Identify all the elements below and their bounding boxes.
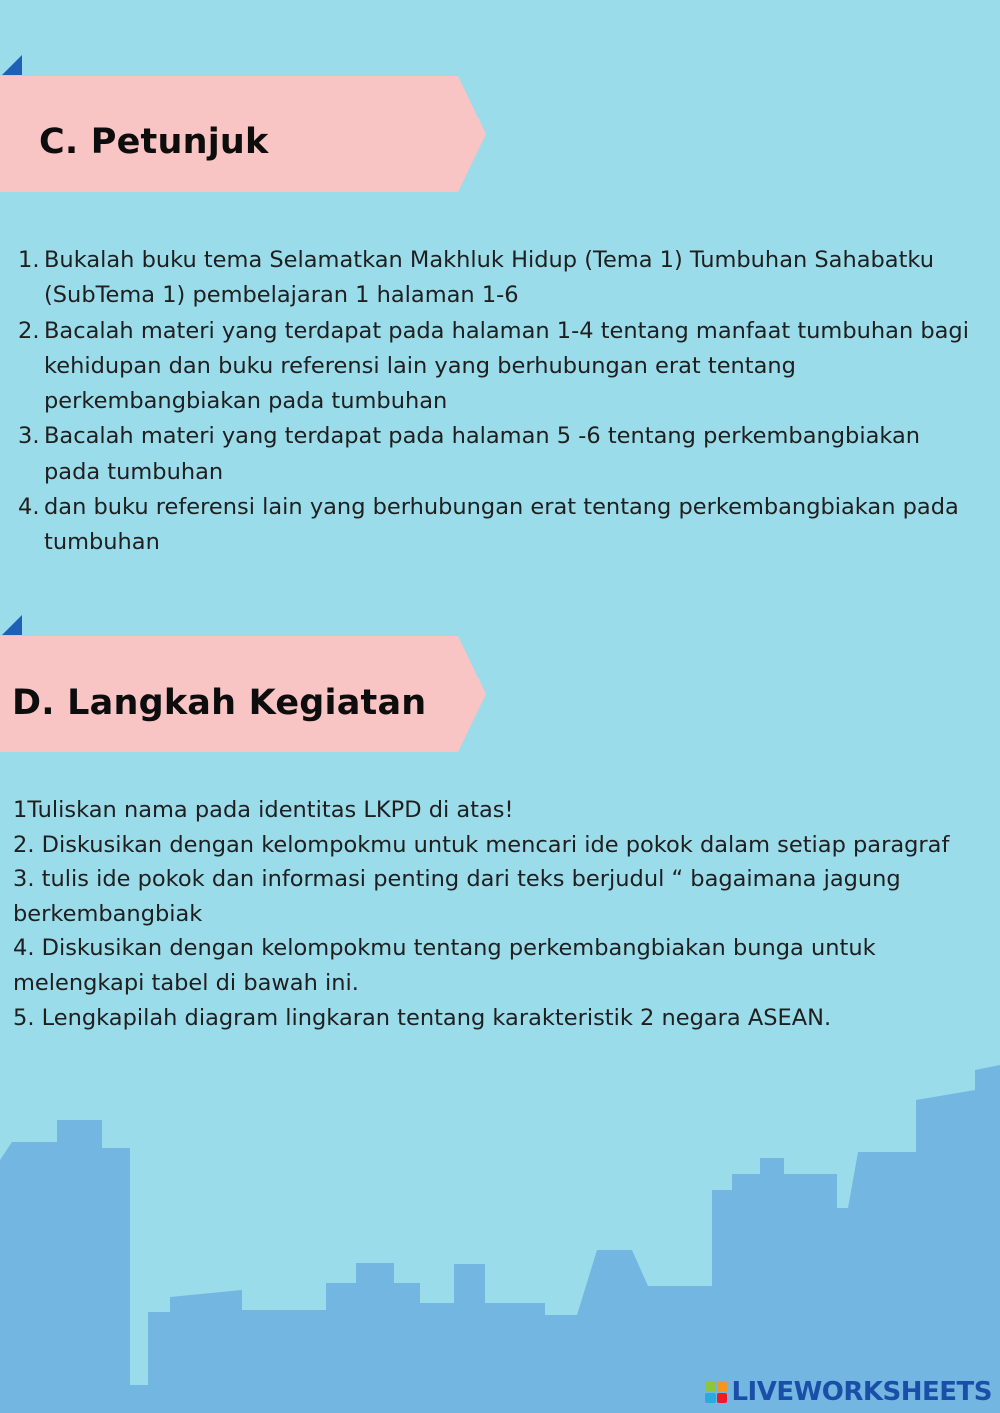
liveworksheets-logo-icon [705, 1381, 727, 1403]
list-item: 4. dan buku referensi lain yang berhubungan erat tentang perkembangbiakan pada tumbuhan [18, 494, 959, 556]
corner-marker [2, 55, 22, 75]
activity-line: melengkapi tabel di bawah ini. [13, 969, 359, 996]
liveworksheets-branding [705, 1377, 992, 1407]
activity-line: 1Tuliskan nama pada identitas LKPD di atas! [13, 797, 514, 823]
list-item: 2. Bacalah materi yang terdapat pada halaman 1-4 tentang manfaat tumbuhan bagi kehidupan dan buku referensi lain yang berhubungan erat tentang perkembangbiakan pada tumbuhan [18, 317, 969, 415]
activity-line: 5. Lengkapilah diagram lingkaran tentang karakteristik 2 negara ASEAN. [13, 1004, 832, 1031]
list-item: 1. Bukalah buku tema Selamatkan Makhluk Hidup (Tema 1) Tumbuhan Sahabatku (SubTema 1) pembelajaran 1 halaman 1-6 [18, 247, 935, 309]
list-item: 3. Bacalah materi yang terdapat pada halaman 5 -6 tentang perkembangbiakan pada tumbuhan [18, 423, 921, 485]
activity-line: berkembangbiak [13, 900, 203, 927]
activity-steps [13, 793, 998, 1035]
brand-name: LIVEWORKSHEETS [731, 1377, 992, 1407]
activity-line: 3. tulis ide pokok dan informasi penting dari teks berjudul “ bagaimana jagung [13, 866, 901, 893]
corner-marker [2, 615, 22, 635]
activity-line: 2. Diskusikan dengan kelompokmu untuk mencari ide pokok dalam setiap paragraf [13, 831, 950, 858]
section-c-title: C. Petunjuk [39, 122, 269, 162]
section-d-title: D. Langkah Kegiatan [12, 683, 427, 723]
activity-line: 4. Diskusikan dengan kelompokmu tentang perkembangbiakan bunga untuk [13, 935, 876, 962]
city-skyline-illustration [0, 1060, 1000, 1413]
instruction-list [18, 243, 1000, 561]
